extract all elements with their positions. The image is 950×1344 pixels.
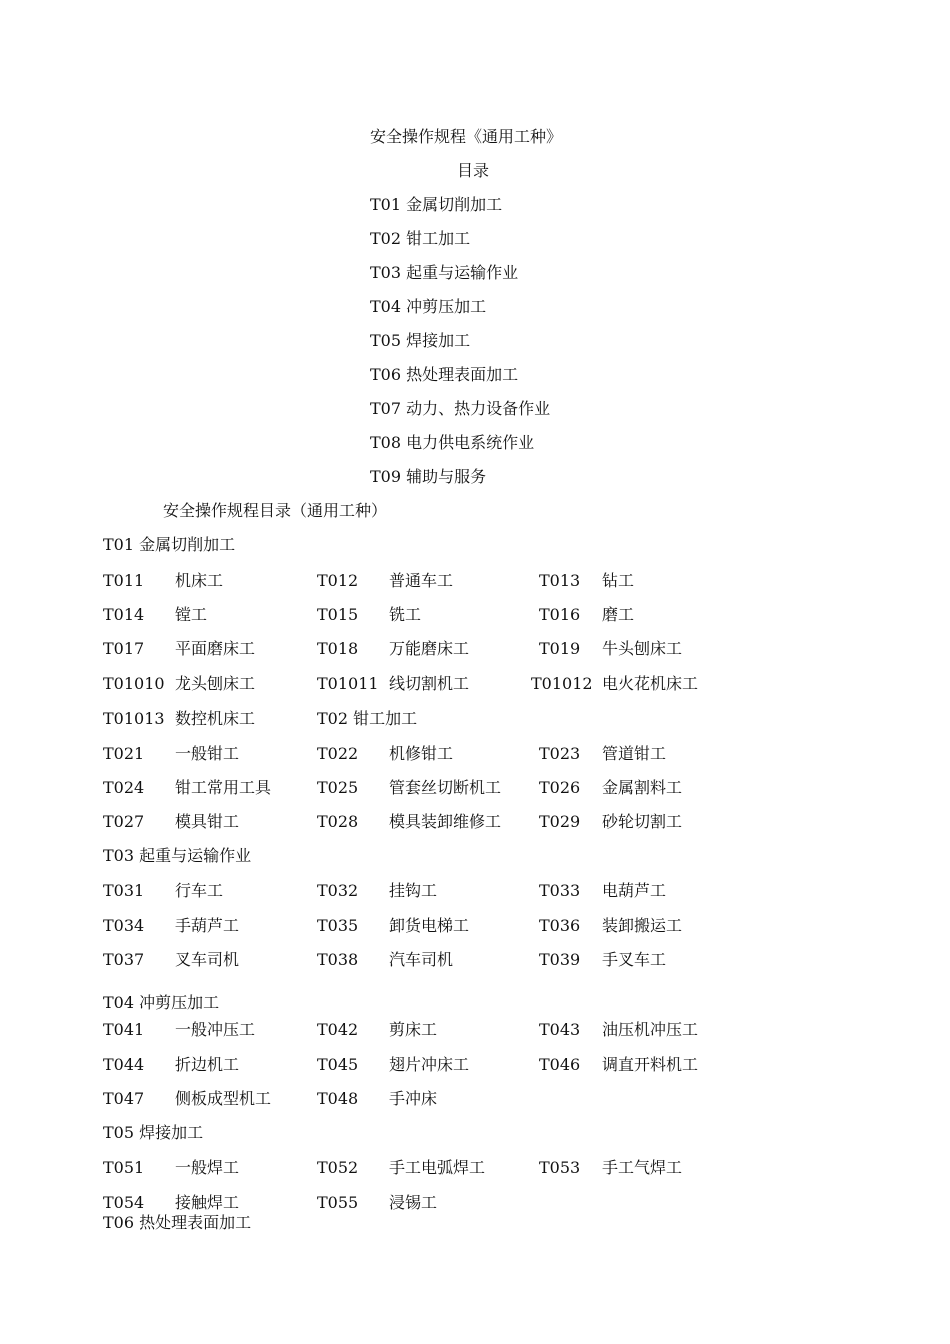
job-code: T055: [317, 1193, 359, 1212]
job-code: T036: [539, 916, 581, 935]
job-code: T038: [317, 950, 359, 969]
table-of-contents: [370, 195, 550, 501]
job-name: 手工电弧焊工: [389, 1158, 486, 1177]
document-title: 安全操作规程《通用工种》: [370, 127, 563, 146]
job-name: 镗工: [175, 605, 208, 624]
job-code: T054: [103, 1193, 145, 1212]
category-heading: T04 冲剪压加工: [103, 993, 220, 1012]
category-heading-row: [0, 1123, 950, 1143]
job-code: T015: [317, 605, 359, 624]
job-name: 浸锡工: [389, 1193, 438, 1212]
job-code: T027: [103, 812, 145, 831]
job-code: T047: [103, 1089, 145, 1108]
category-heading-row: [0, 535, 950, 555]
job-row: [0, 639, 950, 659]
job-name: 数控机床工: [175, 709, 256, 728]
category-heading-row: [0, 1213, 950, 1233]
toc-item: T04 冲剪压加工: [370, 297, 487, 316]
job-row: [0, 916, 950, 936]
category-heading-row: [0, 846, 950, 866]
job-name: 装卸搬运工: [602, 916, 683, 935]
job-code: T01012: [531, 674, 593, 693]
job-name: 砂轮切割工: [602, 812, 683, 831]
job-row: [0, 812, 950, 832]
category-heading-row: [0, 993, 950, 1013]
job-name: 万能磨床工: [389, 639, 470, 658]
job-code: T011: [103, 571, 145, 590]
job-row: [0, 1193, 950, 1213]
job-row: [0, 1158, 950, 1178]
job-code: T034: [103, 916, 145, 935]
job-code: T035: [317, 916, 359, 935]
job-code: T017: [103, 639, 145, 658]
job-name: 行车工: [175, 881, 224, 900]
job-row: [0, 674, 950, 694]
job-name: 一般焊工: [175, 1158, 240, 1177]
job-name: 电葫芦工: [602, 881, 667, 900]
job-code: T021: [103, 744, 145, 763]
job-code: T01011: [317, 674, 379, 693]
job-name: 牛头刨床工: [602, 639, 683, 658]
job-code: T019: [539, 639, 581, 658]
toc-heading: 目录: [457, 161, 490, 180]
job-name: 接触焊工: [175, 1193, 240, 1212]
job-code: T039: [539, 950, 581, 969]
category-heading: T06 热处理表面加工: [103, 1213, 252, 1232]
job-code: T052: [317, 1158, 359, 1177]
category-heading: T03 起重与运输作业: [103, 846, 252, 865]
job-name: 模具装卸维修工: [389, 812, 502, 831]
job-name: 折边机工: [175, 1055, 240, 1074]
toc-item: T07 动力、热力设备作业: [370, 399, 551, 418]
job-code: T024: [103, 778, 145, 797]
job-name: 管道钳工: [602, 744, 667, 763]
job-row: [0, 1020, 950, 1040]
job-code: T012: [317, 571, 359, 590]
job-name: 平面磨床工: [175, 639, 256, 658]
toc-item: T09 辅助与服务: [370, 467, 487, 486]
job-name: 电火花机床工: [602, 674, 699, 693]
job-name: 剪床工: [389, 1020, 438, 1039]
job-name: 翅片冲床工: [389, 1055, 470, 1074]
job-row: [0, 571, 950, 591]
job-code: T022: [317, 744, 359, 763]
job-row: [0, 1089, 950, 1109]
job-code: T042: [317, 1020, 359, 1039]
category-heading: T05 焊接加工: [103, 1123, 204, 1142]
job-code: T029: [539, 812, 581, 831]
job-code: T016: [539, 605, 581, 624]
job-code: T018: [317, 639, 359, 658]
job-code: T026: [539, 778, 581, 797]
job-name: 机床工: [175, 571, 224, 590]
toc-item: T01 金属切削加工: [370, 195, 503, 214]
job-row: [0, 1055, 950, 1075]
toc-item: T05 焊接加工: [370, 331, 471, 350]
job-name: 侧板成型机工: [175, 1089, 272, 1108]
job-name: 龙头刨床工: [175, 674, 256, 693]
job-name: 模具钳工: [175, 812, 240, 831]
job-name: 磨工: [602, 605, 635, 624]
job-name: 铣工: [389, 605, 422, 624]
job-name: 钳工常用工具: [175, 778, 272, 797]
job-name: 机修钳工: [389, 744, 454, 763]
job-name: 汽车司机: [389, 950, 454, 969]
job-code: T01010: [103, 674, 165, 693]
job-code: T028: [317, 812, 359, 831]
job-row: [0, 881, 950, 901]
job-name: 油压机冲压工: [602, 1020, 699, 1039]
toc-item: T02 钳工加工: [370, 229, 471, 248]
job-row: [0, 605, 950, 625]
job-code: T046: [539, 1055, 581, 1074]
job-code: T033: [539, 881, 581, 900]
job-code: T045: [317, 1055, 359, 1074]
job-name: 一般钳工: [175, 744, 240, 763]
category-heading: T02 钳工加工: [317, 709, 418, 728]
job-code: T014: [103, 605, 145, 624]
toc-item: T08 电力供电系统作业: [370, 433, 535, 452]
job-name: 叉车司机: [175, 950, 240, 969]
job-row: [0, 950, 950, 970]
job-name: 挂钩工: [389, 881, 438, 900]
job-name: 钻工: [602, 571, 635, 590]
category-heading: T01 金属切削加工: [103, 535, 236, 554]
toc-item: T03 起重与运输作业: [370, 263, 519, 282]
job-code: T048: [317, 1089, 359, 1108]
job-code: T044: [103, 1055, 145, 1074]
job-code: T023: [539, 744, 581, 763]
job-row: [0, 744, 950, 764]
job-code: T037: [103, 950, 145, 969]
job-code: T031: [103, 881, 145, 900]
section-title: 安全操作规程目录（通用工种）: [163, 501, 388, 520]
job-name: 金属割料工: [602, 778, 683, 797]
job-name: 普通车工: [389, 571, 454, 590]
job-code: T041: [103, 1020, 145, 1039]
job-name: 卸货电梯工: [389, 916, 470, 935]
job-code: T025: [317, 778, 359, 797]
job-code: T051: [103, 1158, 145, 1177]
job-name: 调直开料机工: [602, 1055, 699, 1074]
job-name: 手工气焊工: [602, 1158, 683, 1177]
job-name: 线切割机工: [389, 674, 470, 693]
job-code: T053: [539, 1158, 581, 1177]
job-name: 管套丝切断机工: [389, 778, 502, 797]
toc-item: T06 热处理表面加工: [370, 365, 519, 384]
job-code: T032: [317, 881, 359, 900]
job-code: T01013: [103, 709, 165, 728]
job-name: 手叉车工: [602, 950, 667, 969]
job-code: T043: [539, 1020, 581, 1039]
job-row: [0, 778, 950, 798]
job-name: 一般冲压工: [175, 1020, 256, 1039]
job-code: T013: [539, 571, 581, 590]
job-row: [0, 709, 950, 729]
job-name: 手冲床: [389, 1089, 438, 1108]
job-name: 手葫芦工: [175, 916, 240, 935]
